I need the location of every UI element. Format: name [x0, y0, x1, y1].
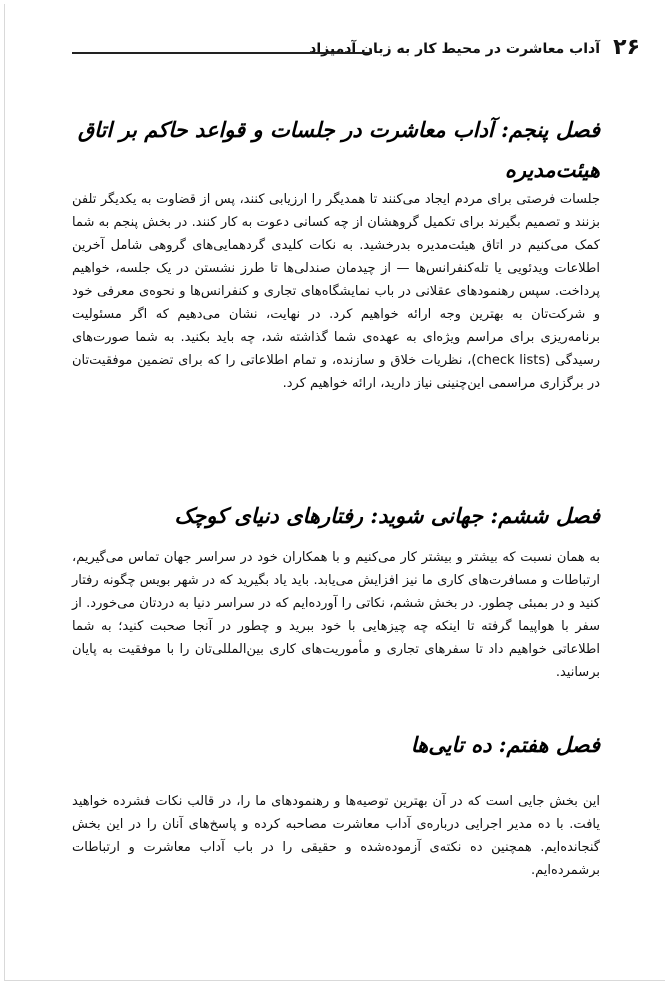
chapter-5-heading: فصل پنجم: آداب معاشرت در جلسات و قواعد حاکم بر اتاق هیئت‌مدیره	[77, 117, 600, 182]
page-number: ۲۶	[613, 35, 640, 60]
chapter-6-paragraph: به همان نسبت که بیشتر و بیشتر کار می‌کنیم و با همکاران خود در سراسر جهان تماس می‌گیریم، ارتباطات و مسافرت‌های کاری ما نیز افزایش می‌یابد. باید یاد بگیرید که در شهر بویس چگونه رفتار کنید و در بمبئی چطور. در بخش ششم، نکاتی را آورده‌ایم که در سراسر دنیا به دردتان می‌خورد. از سفر با هواپیما گرفته تا اینکه چه چیزهایی با خود ببرید و چطور در آنجا صحبت کنید؛ به شما اطلاعاتی خواهیم داد تا سفرهای تجاری و مأموریت‌های کاری بین‌المللی‌تان را با موفقیت به پایان برسانید.	[72, 550, 600, 680]
running-title: آداب معاشرت در محیط کار به زبان آدمیزاد	[309, 41, 600, 57]
running-header	[72, 36, 640, 62]
header-rule	[72, 52, 372, 54]
chapter-5-paragraph: جلسات فرصتی برای مردم ایجاد می‌کنند تا همدیگر را ارزیابی کنند، پس از قضاوت به یکدیگر تلفن بزنند و تصمیم بگیرند برای تکمیل گروهشان از چه کسانی دعوت به کار کنند. در بخش پنجم به شما کمک می‌کنیم در اتاق هیئت‌مدیره بدرخشید. به نکات کلیدی گردهمایی‌های گروهی شامل آخرین اطلاعات ویدئویی یا تله‌کنفرانس‌ها — از چیدمان صندلی‌ها تا طرز نشستن در یک جلسه، خواهیم پرداخت. سپس رهنمودهای عقلانی در باب نمایشگاه‌های تجاری و کنفرانس‌ها و نحوه‌ی معرفی خود و شرکت‌تان به بهترین وجه ارائه خواهیم کرد. در نهایت، نشان می‌دهیم که اگر مسئولیت برنامه‌ریزی برای مراسم ویژه‌ای به عهده‌ی شما گذاشته شد، چه باید بکنید. به شما صورت‌های رسیدگی (check lists)، نظریات خلاق و سازنده، و تمام اطلاعاتی را که برای تضمین موفقیت‌تان در برگزاری مراسمی این‌چنینی نیاز دارید، ارائه خواهیم کرد.	[72, 192, 601, 391]
chapter-7-heading: فصل هفتم: ده تایی‌ها	[410, 732, 600, 757]
chapter-6-heading: فصل ششم: جهانی شوید: رفتارهای دنیای کوچک	[174, 503, 600, 528]
chapter-7-paragraph: این بخش جایی است که در آن بهترین توصیه‌ها و رهنمودهای ما را، در قالب نکات فشرده خواهید یافت. با ده مدیر اجرایی درباره‌ی آداب معاشرت مصاحبه کرده و پاسخ‌های آنان را در این بخش گنجانده‌ایم. همچنین ده نکته‌ی آزموده‌شده و حقیقی را در باب آداب معاشرت و ارتباطات برشمرده‌ایم.	[72, 794, 600, 878]
